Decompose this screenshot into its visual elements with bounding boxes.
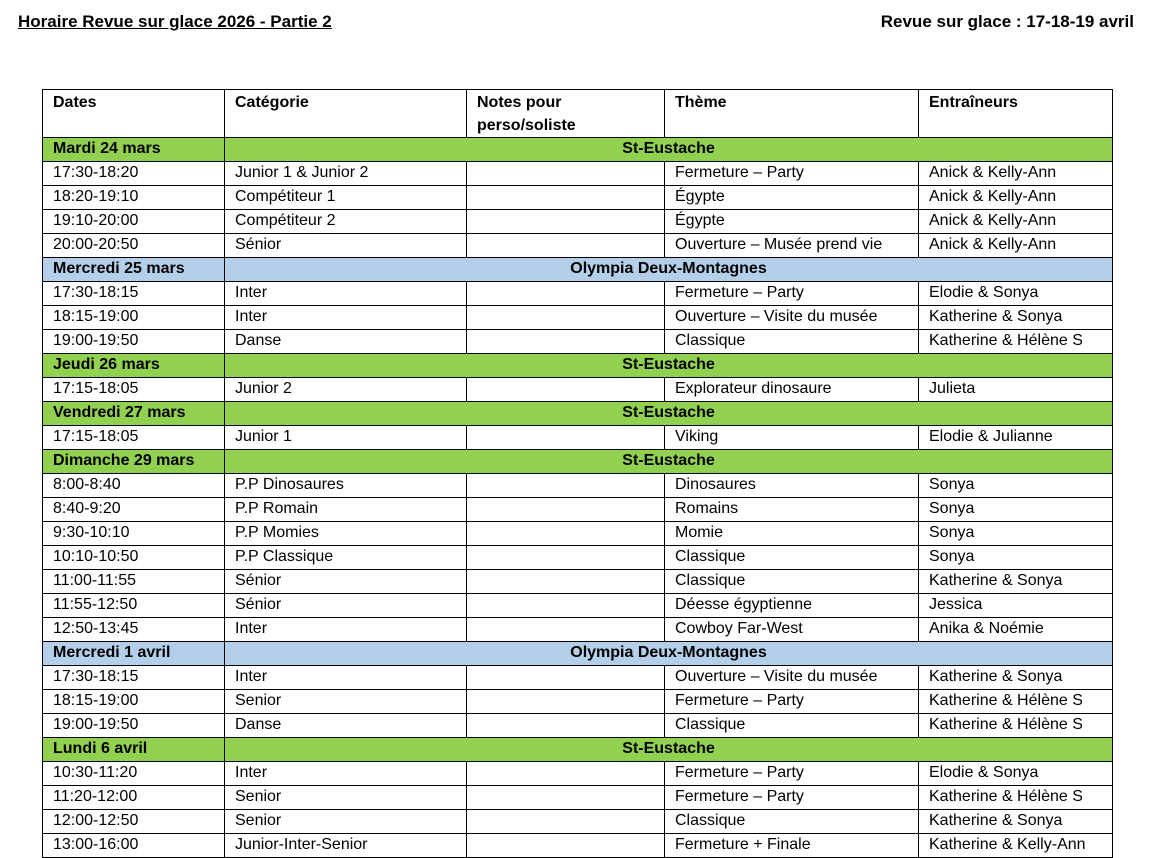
cell-time: 17:30-18:15	[43, 282, 225, 306]
cell-time: 11:55-12:50	[43, 594, 225, 618]
section-row	[43, 402, 1113, 426]
cell-notes	[467, 546, 665, 570]
cell-theme: Classique	[665, 570, 919, 594]
section-row	[43, 738, 1113, 762]
cell-coaches: Katherine & Sonya	[919, 306, 1113, 330]
cell-coaches: Elodie & Julianne	[919, 426, 1113, 450]
section-venue: Olympia Deux-Montagnes	[225, 642, 1113, 666]
cell-time: 18:15-19:00	[43, 306, 225, 330]
cell-notes	[467, 666, 665, 690]
cell-theme: Explorateur dinosaure	[665, 378, 919, 402]
column-header-notes: Notes pour perso/soliste	[467, 90, 665, 138]
cell-category: Senior	[225, 690, 467, 714]
table-row	[43, 210, 1113, 234]
cell-category: Junior-Inter-Senior	[225, 834, 467, 858]
cell-notes	[467, 810, 665, 834]
cell-notes	[467, 282, 665, 306]
cell-category: Sénior	[225, 594, 467, 618]
cell-category: Senior	[225, 786, 467, 810]
section-row	[43, 450, 1113, 474]
cell-time: 17:30-18:15	[43, 666, 225, 690]
cell-coaches: Sonya	[919, 546, 1113, 570]
section-date: Dimanche 29 mars	[43, 450, 225, 474]
cell-theme: Momie	[665, 522, 919, 546]
cell-coaches: Katherine & Sonya	[919, 570, 1113, 594]
cell-theme: Classique	[665, 714, 919, 738]
cell-category: Danse	[225, 714, 467, 738]
cell-theme: Classique	[665, 546, 919, 570]
section-date: Mardi 24 mars	[43, 138, 225, 162]
column-header-dates: Dates	[43, 90, 225, 138]
schedule-table	[42, 89, 1113, 858]
cell-time: 12:50-13:45	[43, 618, 225, 642]
cell-category: Compétiteur 2	[225, 210, 467, 234]
cell-category: Inter	[225, 282, 467, 306]
cell-time: 17:30-18:20	[43, 162, 225, 186]
cell-theme: Égypte	[665, 186, 919, 210]
cell-time: 11:20-12:00	[43, 786, 225, 810]
cell-category: Junior 2	[225, 378, 467, 402]
cell-theme: Ouverture – Visite du musée	[665, 666, 919, 690]
section-date: Jeudi 26 mars	[43, 354, 225, 378]
cell-coaches: Anick & Kelly-Ann	[919, 234, 1113, 258]
section-row	[43, 258, 1113, 282]
table-row	[43, 666, 1113, 690]
cell-theme: Fermeture – Party	[665, 690, 919, 714]
cell-coaches: Anick & Kelly-Ann	[919, 210, 1113, 234]
cell-notes	[467, 378, 665, 402]
section-date: Lundi 6 avril	[43, 738, 225, 762]
cell-category: Inter	[225, 618, 467, 642]
cell-notes	[467, 330, 665, 354]
table-row	[43, 282, 1113, 306]
cell-category: P.P Momies	[225, 522, 467, 546]
cell-category: Danse	[225, 330, 467, 354]
cell-category: Sénior	[225, 234, 467, 258]
cell-theme: Classique	[665, 810, 919, 834]
cell-time: 17:15-18:05	[43, 378, 225, 402]
cell-coaches: Katherine & Sonya	[919, 666, 1113, 690]
cell-coaches: Katherine & Sonya	[919, 810, 1113, 834]
cell-notes	[467, 426, 665, 450]
cell-theme: Fermeture + Finale	[665, 834, 919, 858]
cell-category: P.P Dinosaures	[225, 474, 467, 498]
cell-time: 8:40-9:20	[43, 498, 225, 522]
cell-coaches: Katherine & Hélène S	[919, 330, 1113, 354]
section-venue: St-Eustache	[225, 450, 1113, 474]
table-row	[43, 714, 1113, 738]
table-row	[43, 594, 1113, 618]
table-row	[43, 162, 1113, 186]
section-venue: St-Eustache	[225, 402, 1113, 426]
schedule-table-header	[43, 90, 1113, 138]
cell-theme: Fermeture – Party	[665, 162, 919, 186]
cell-theme: Ouverture – Musée prend vie	[665, 234, 919, 258]
section-date: Mercredi 25 mars	[43, 258, 225, 282]
cell-notes	[467, 690, 665, 714]
section-venue: St-Eustache	[225, 138, 1113, 162]
table-row	[43, 762, 1113, 786]
cell-theme: Fermeture – Party	[665, 282, 919, 306]
cell-category: Sénior	[225, 570, 467, 594]
cell-time: 19:00-19:50	[43, 714, 225, 738]
table-row	[43, 474, 1113, 498]
cell-category: Compétiteur 1	[225, 186, 467, 210]
cell-coaches: Sonya	[919, 498, 1113, 522]
cell-notes	[467, 594, 665, 618]
cell-coaches: Jessica	[919, 594, 1113, 618]
cell-coaches: Anick & Kelly-Ann	[919, 162, 1113, 186]
cell-coaches: Anick & Kelly-Ann	[919, 186, 1113, 210]
cell-theme: Viking	[665, 426, 919, 450]
cell-time: 17:15-18:05	[43, 426, 225, 450]
table-row	[43, 306, 1113, 330]
cell-notes	[467, 234, 665, 258]
column-header-theme: Thème	[665, 90, 919, 138]
section-row	[43, 354, 1113, 378]
section-date: Vendredi 27 mars	[43, 402, 225, 426]
cell-category: Inter	[225, 306, 467, 330]
cell-notes	[467, 162, 665, 186]
cell-coaches: Katherine & Kelly-Ann	[919, 834, 1113, 858]
cell-notes	[467, 786, 665, 810]
cell-theme: Égypte	[665, 210, 919, 234]
cell-notes	[467, 834, 665, 858]
cell-category: Senior	[225, 810, 467, 834]
cell-time: 18:15-19:00	[43, 690, 225, 714]
cell-notes	[467, 306, 665, 330]
header-row	[43, 90, 1113, 138]
cell-category: Inter	[225, 762, 467, 786]
table-row	[43, 378, 1113, 402]
column-header-coaches: Entraîneurs	[919, 90, 1113, 138]
section-venue: Olympia Deux-Montagnes	[225, 258, 1113, 282]
cell-category: P.P Romain	[225, 498, 467, 522]
cell-time: 11:00-11:55	[43, 570, 225, 594]
section-date: Mercredi 1 avril	[43, 642, 225, 666]
cell-coaches: Anika & Noémie	[919, 618, 1113, 642]
cell-theme: Ouverture – Visite du musée	[665, 306, 919, 330]
cell-coaches: Sonya	[919, 474, 1113, 498]
table-row	[43, 690, 1113, 714]
cell-theme: Cowboy Far-West	[665, 618, 919, 642]
cell-coaches: Katherine & Hélène S	[919, 690, 1113, 714]
cell-time: 9:30-10:10	[43, 522, 225, 546]
section-row	[43, 642, 1113, 666]
cell-category: Inter	[225, 666, 467, 690]
schedule-table-body	[43, 138, 1113, 858]
cell-time: 20:00-20:50	[43, 234, 225, 258]
cell-notes	[467, 618, 665, 642]
cell-notes	[467, 522, 665, 546]
cell-theme: Fermeture – Party	[665, 762, 919, 786]
table-row	[43, 546, 1113, 570]
cell-time: 19:00-19:50	[43, 330, 225, 354]
table-row	[43, 810, 1113, 834]
table-row	[43, 330, 1113, 354]
cell-category: Junior 1	[225, 426, 467, 450]
table-row	[43, 834, 1113, 858]
cell-notes	[467, 474, 665, 498]
cell-time: 13:00-16:00	[43, 834, 225, 858]
cell-coaches: Katherine & Hélène S	[919, 786, 1113, 810]
cell-notes	[467, 210, 665, 234]
cell-coaches: Elodie & Sonya	[919, 282, 1113, 306]
table-row	[43, 234, 1113, 258]
document-title: Horaire Revue sur glace 2026 - Partie 2	[18, 12, 332, 31]
cell-category: Junior 1 & Junior 2	[225, 162, 467, 186]
table-row	[43, 522, 1113, 546]
column-header-category: Catégorie	[225, 90, 467, 138]
cell-theme: Dinosaures	[665, 474, 919, 498]
cell-coaches: Elodie & Sonya	[919, 762, 1113, 786]
cell-notes	[467, 762, 665, 786]
document-subtitle: Revue sur glace : 17-18-19 avril	[880, 12, 1134, 31]
cell-time: 10:10-10:50	[43, 546, 225, 570]
cell-notes	[467, 714, 665, 738]
cell-time: 10:30-11:20	[43, 762, 225, 786]
cell-notes	[467, 186, 665, 210]
table-row	[43, 570, 1113, 594]
table-row	[43, 426, 1113, 450]
cell-coaches: Julieta	[919, 378, 1113, 402]
cell-theme: Fermeture – Party	[665, 786, 919, 810]
cell-time: 19:10-20:00	[43, 210, 225, 234]
table-row	[43, 498, 1113, 522]
cell-time: 18:20-19:10	[43, 186, 225, 210]
cell-notes	[467, 498, 665, 522]
table-row	[43, 786, 1113, 810]
cell-time: 12:00-12:50	[43, 810, 225, 834]
table-row	[43, 186, 1113, 210]
cell-theme: Déesse égyptienne	[665, 594, 919, 618]
cell-theme: Romains	[665, 498, 919, 522]
section-venue: St-Eustache	[225, 738, 1113, 762]
section-venue: St-Eustache	[225, 354, 1113, 378]
cell-notes	[467, 570, 665, 594]
cell-category: P.P Classique	[225, 546, 467, 570]
section-row	[43, 138, 1113, 162]
cell-time: 8:00-8:40	[43, 474, 225, 498]
cell-coaches: Katherine & Hélène S	[919, 714, 1113, 738]
cell-coaches: Sonya	[919, 522, 1113, 546]
cell-theme: Classique	[665, 330, 919, 354]
table-row	[43, 618, 1113, 642]
